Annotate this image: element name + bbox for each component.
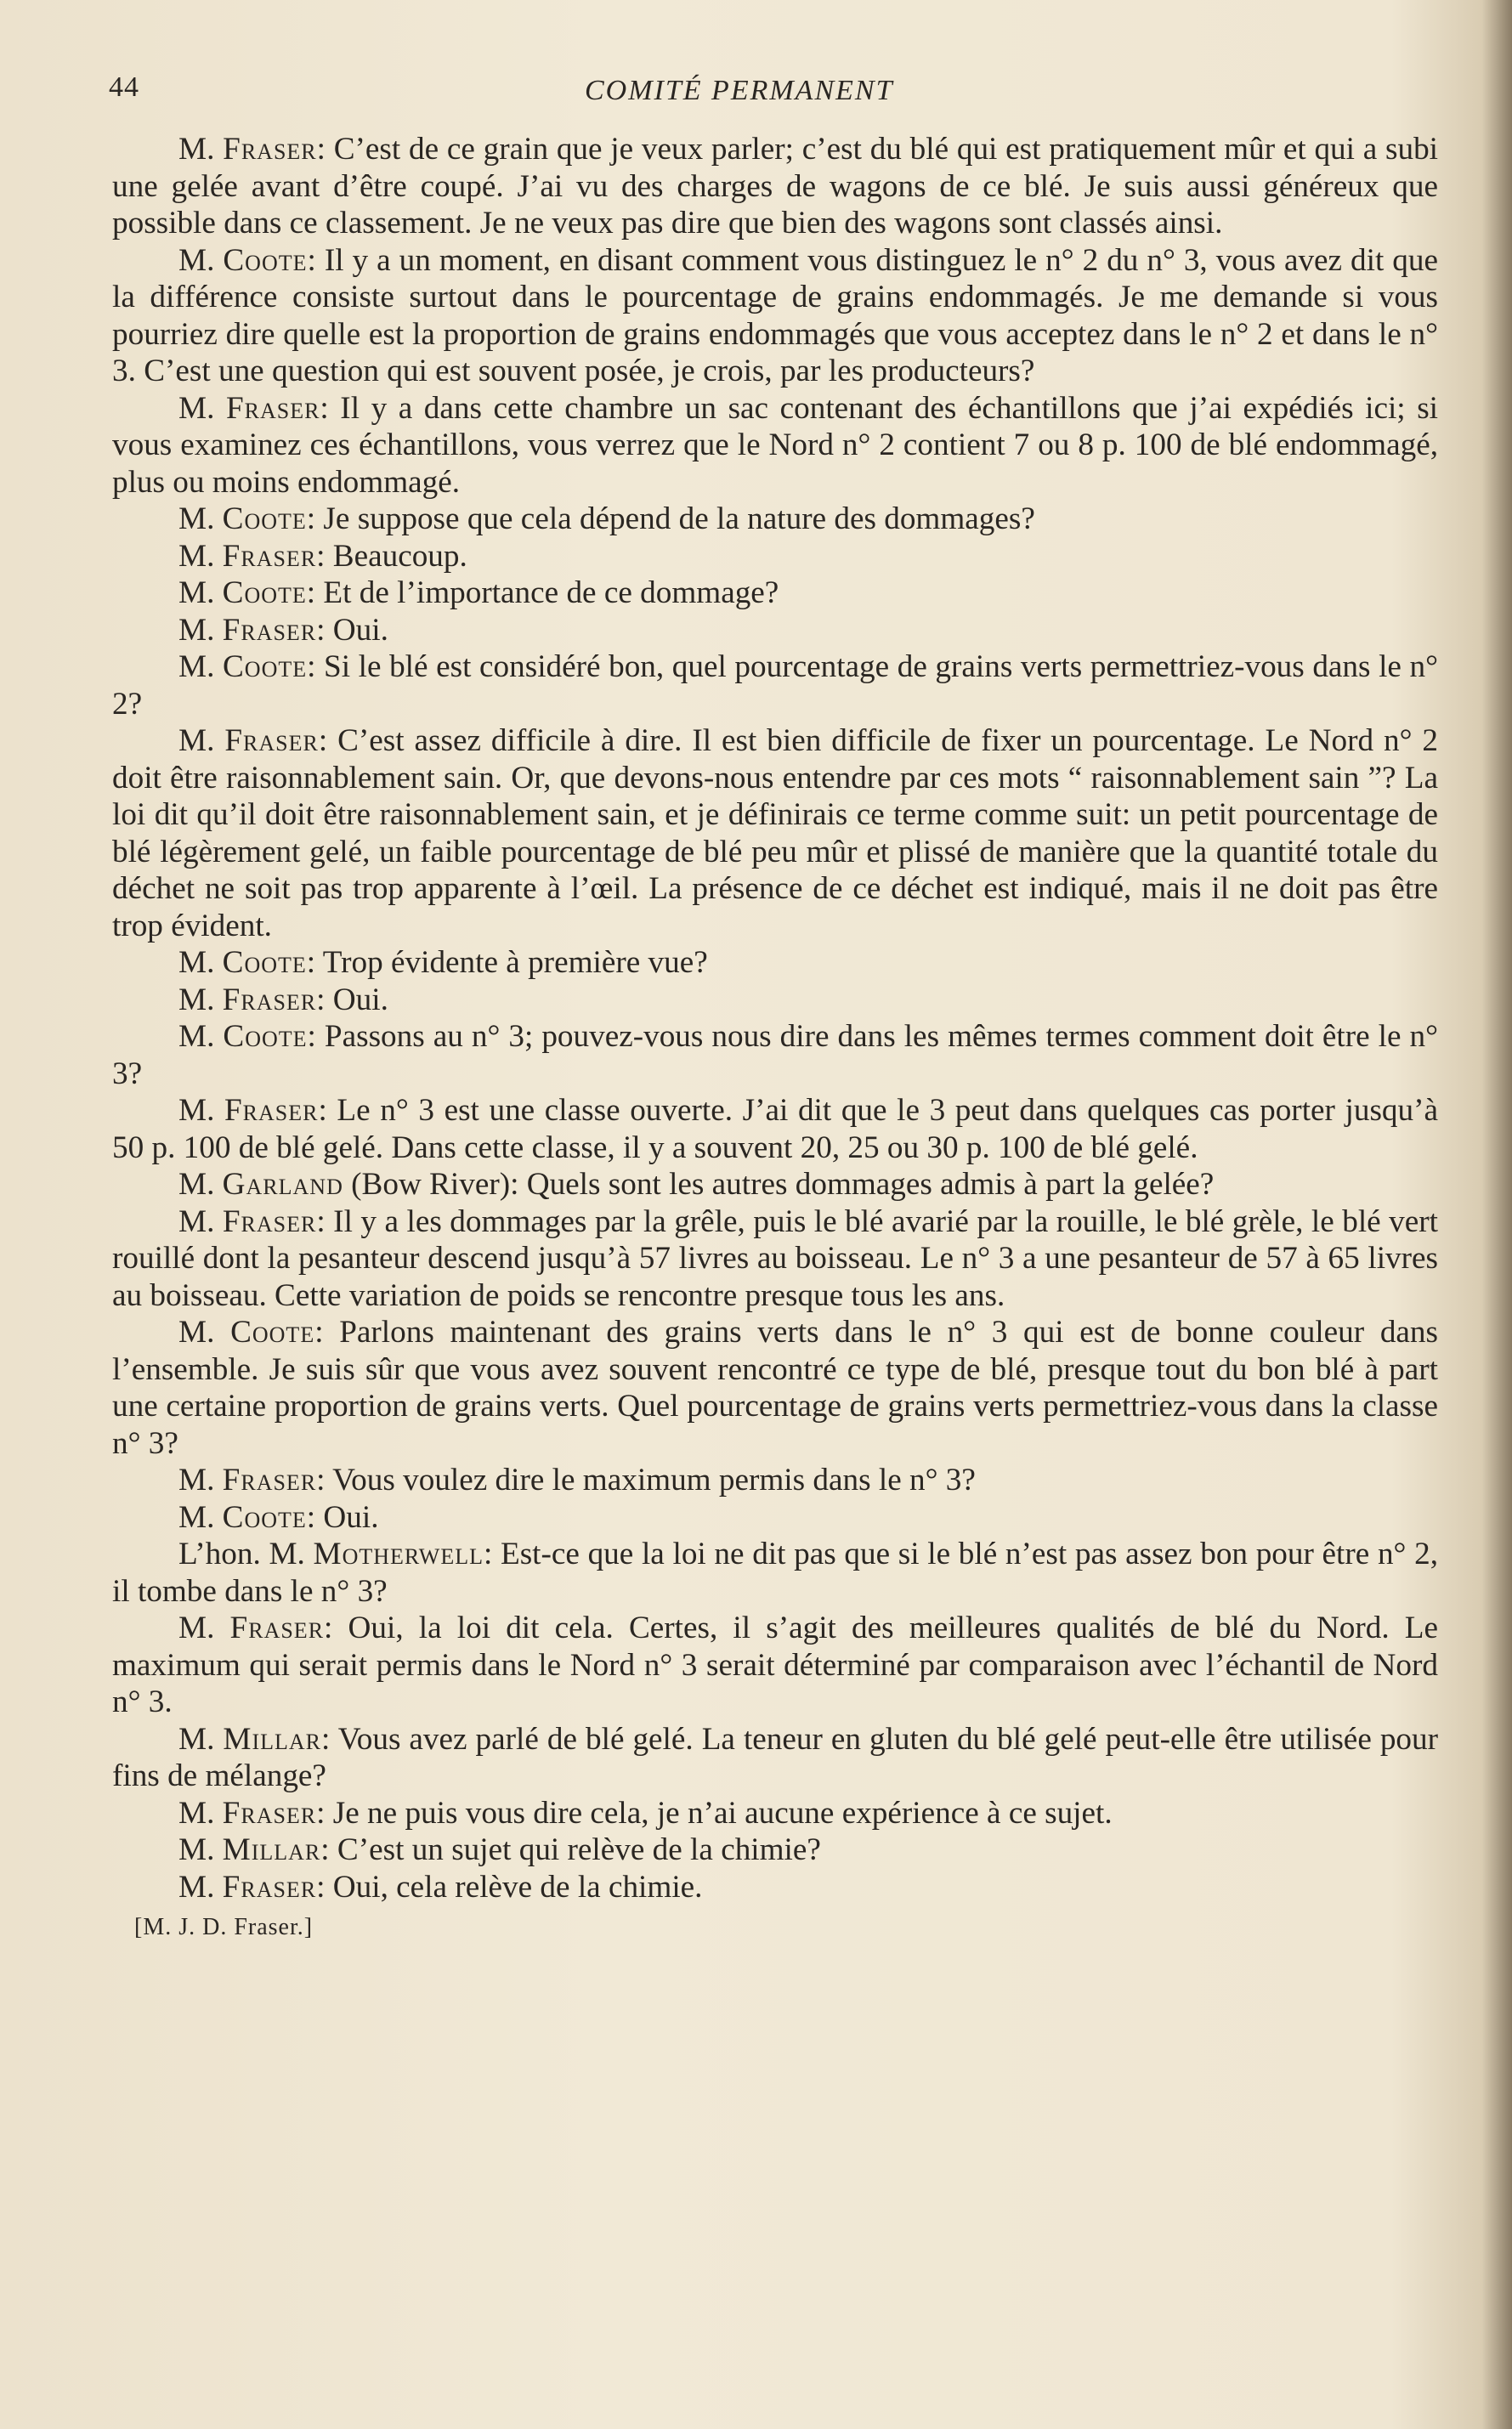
speaker-title: M. xyxy=(178,242,215,278)
paragraph xyxy=(112,1462,1438,1499)
speaker-title: M. xyxy=(178,132,215,167)
paragraph-text: : C’est un sujet qui relève de la chimie? xyxy=(320,1832,821,1867)
speaker-name: Fraser xyxy=(222,982,317,1017)
speaker-name: Garland xyxy=(222,1167,343,1202)
speaker-title: M. xyxy=(178,390,215,426)
speaker-title: M. xyxy=(178,649,215,684)
speaker-name: Fraser xyxy=(223,132,317,167)
speaker-title: M. xyxy=(178,945,215,980)
paragraph-text: : C’est de ce grain que je veux parler; c’est du blé qui est pratiquement mûr et qui a subi une gelée avant d’être coupé. J’ai vu des charges de wagons de ce blé. Je suis aussi généreux que possible dans ce classement. Je ne veux pas dire que bien des wagons sont classés ainsi. xyxy=(112,132,1439,241)
paragraph-text: : C’est assez difficile à dire. Il est bien difficile de fixer un pourcentage. Le Nord n° 2 doit être raisonnablement sain. Or, que devons-nous entendre par ces mots “ raisonnablement sain ”? La loi dit qu’il doit être raisonnablement sain, et je définirais ce terme comme suit: un petit pourcentage de blé légèrement gelé, un faible pourcentage de blé peu mûr et plissé de manière que la quantité totale du déchet ne soit pas trop apparente à l’œil. La présence de ce déchet est indiqué, mais il ne doit pas être trop évident. xyxy=(112,723,1439,943)
paragraph xyxy=(112,501,1438,538)
paragraph xyxy=(112,1166,1438,1203)
speaker-title: L’hon. M. xyxy=(178,1537,305,1571)
speaker-title: M. xyxy=(178,1315,215,1350)
paragraph-text: : Est-ce que la loi ne dit pas que si le blé n’est pas assez bon pour être n° 2, il tombe dans le n° 3? xyxy=(112,1537,1438,1609)
paragraph xyxy=(112,131,1438,242)
paragraph xyxy=(112,1203,1438,1315)
speaker-title: M. xyxy=(178,1203,215,1239)
paragraph xyxy=(112,1721,1438,1795)
paragraph xyxy=(112,612,1438,649)
paragraph-text: : Vous avez parlé de blé gelé. La teneur en gluten du blé gelé peut-elle être utilisée pour fins de mélange? xyxy=(112,1721,1439,1793)
paragraph-text: : Je suppose que cela dépend de la nature des dommages? xyxy=(306,501,1035,536)
speaker-name: Coote xyxy=(222,501,307,536)
paragraph xyxy=(112,390,1438,501)
paragraph-text: : Il y a dans cette chambre un sac contenant des échantillons que j’ai expédiés ici; si vous examinez ces échantillons, vous verrez que le Nord n° 2 contient 7 ou 8 p. 100 de blé endommagé, plus ou moins endommagé. xyxy=(112,390,1438,500)
speaker-title: M. xyxy=(178,1795,215,1831)
speaker-name: Millar xyxy=(223,1721,322,1757)
paragraph xyxy=(112,575,1438,612)
speaker-name: Fraser xyxy=(229,1611,325,1645)
running-head xyxy=(109,71,1435,114)
paragraph-text: : Parlons maintenant des grains verts dans le n° 3 qui est de bonne couleur dans l’ensemble. Je suis sûr que vous avez souvent rencontré ce type de blé, presque tout du bon blé à part une certaine proportion de grains verts. Quel pourcentage de grains verts permettriez-vous dans la classe n° 3? xyxy=(112,1315,1438,1461)
speaker-name: Coote xyxy=(230,1315,315,1350)
speaker-title: M. xyxy=(178,612,215,648)
paragraph xyxy=(112,1092,1438,1166)
paragraph xyxy=(112,944,1438,982)
speaker-title: M. xyxy=(178,1167,215,1202)
speaker-name: Fraser xyxy=(222,1869,317,1905)
paragraph-text: : Oui. xyxy=(306,1499,379,1535)
speaker-name: Millar xyxy=(222,1832,321,1867)
speaker-name: Coote xyxy=(222,945,307,980)
paragraph xyxy=(112,982,1438,1019)
paragraph-text: : Oui. xyxy=(316,612,388,648)
speaker-name: Fraser xyxy=(224,723,319,758)
speaker-title: M. xyxy=(178,538,215,574)
paragraph xyxy=(112,1536,1438,1610)
speaker-title: M. xyxy=(178,501,215,536)
paragraph-text: : Le n° 3 est une classe ouverte. J’ai dit que le 3 peut dans quelques cas porter jusqu’à 50 p. 100 de blé gelé. Dans cette classe, il y a souvent 20, 25 ou 30 p. 100 de blé gelé. xyxy=(112,1093,1439,1165)
paragraph-text: : Oui, cela relève de la chimie. xyxy=(316,1869,703,1905)
speaker-name: Fraser xyxy=(222,538,317,574)
speaker-title: M. xyxy=(178,1093,215,1128)
speaker-name: Fraser xyxy=(222,612,317,648)
speaker-name: Coote xyxy=(222,649,308,684)
paragraph xyxy=(112,1314,1438,1462)
page-number: 44 xyxy=(109,71,139,103)
speaker-title: M. xyxy=(178,982,215,1017)
speaker-name: Motherwell xyxy=(313,1537,484,1571)
speaker-name: Coote xyxy=(222,575,307,610)
paragraph xyxy=(112,538,1438,575)
paragraph-text: : Si le blé est considéré bon, quel pourcentage de grains verts permettriez-vous dans le n° 2? xyxy=(112,649,1438,722)
paragraph xyxy=(112,242,1438,390)
speaker-title: M. xyxy=(178,1463,215,1498)
speaker-credit: [M. J. D. Fraser.] xyxy=(134,1914,314,1940)
paragraph-text: : Vous voulez dire le maximum permis dans le n° 3? xyxy=(316,1463,976,1498)
paragraph-text: : Oui, la loi dit cela. Certes, il s’agit des meilleures qualités de blé du Nord. Le maximum qui serait permis dans le Nord n° 3 serait déterminé par comparaison avec l’échantil de Nord n° 3. xyxy=(112,1611,1438,1719)
transcript-body xyxy=(112,131,1438,1946)
paragraph-text: : Il y a les dommages par la grêle, puis le blé avarié par la rouille, le blé grèle, le blé vert rouillé dont la pesanteur descend jusqu’à 57 livres au boisseau. Le n° 3 a une pesanteur de 57 à 65 livres au boisseau. Cette variation de poids se rencontre presque tous les ans. xyxy=(112,1203,1438,1313)
paragraph-text: : Il y a un moment, en disant comment vous distinguez le n° 2 du n° 3, vous avez dit que la différence consiste surtout dans le pourcentage de grains endommagés. Je me demande si vous pourriez dire quelle est la proportion de grains endommagés que vous acceptez dans le n° 2 et dans le n° 3. C’est une question qui est souvent posée, je crois, par les producteurs? xyxy=(112,242,1438,388)
speaker-name: Fraser xyxy=(222,1463,317,1498)
paragraph-text: : Trop évidente à première vue? xyxy=(306,945,708,980)
paragraph xyxy=(112,1832,1438,1869)
speaker-name: Fraser xyxy=(224,1093,319,1128)
speaker-name: Coote xyxy=(223,1019,308,1054)
speaker-name: Coote xyxy=(222,1499,307,1535)
paragraph-text: (Bow River): Quels sont les autres dommages admis à part la gelée? xyxy=(343,1167,1215,1202)
speaker-name: Fraser xyxy=(222,1795,317,1831)
paragraph-text: : Oui. xyxy=(316,982,388,1017)
paragraph xyxy=(112,648,1438,722)
speaker-title: M. xyxy=(178,1832,215,1867)
paragraph xyxy=(112,722,1438,944)
paragraph-text: : Beaucoup. xyxy=(316,538,467,574)
speaker-title: M. xyxy=(178,1499,215,1535)
paragraph xyxy=(112,1018,1438,1092)
speaker-title: M. xyxy=(178,1019,215,1054)
paragraph-text: : Passons au n° 3; pouvez-vous nous dire dans les mêmes termes comment doit être le n° 3? xyxy=(112,1019,1439,1091)
speaker-name: Fraser xyxy=(225,390,320,426)
speaker-title: M. xyxy=(178,1611,215,1645)
speaker-title: M. xyxy=(178,575,215,610)
speaker-name: Fraser xyxy=(222,1203,317,1239)
paragraph-text: : Et de l’importance de ce dommage? xyxy=(306,575,779,610)
paragraph xyxy=(112,1869,1438,1906)
paragraph-text: : Je ne puis vous dire cela, je n’ai aucune expérience à ce sujet. xyxy=(316,1795,1113,1831)
paragraph xyxy=(112,1795,1438,1832)
speaker-title: M. xyxy=(178,1721,215,1757)
speaker-name: Coote xyxy=(223,242,308,278)
speaker-title: M. xyxy=(178,723,215,758)
running-title: COMITÉ PERMANENT xyxy=(585,75,894,106)
speaker-title: M. xyxy=(178,1869,215,1905)
paragraph xyxy=(112,1499,1438,1537)
paragraph xyxy=(112,1610,1438,1721)
